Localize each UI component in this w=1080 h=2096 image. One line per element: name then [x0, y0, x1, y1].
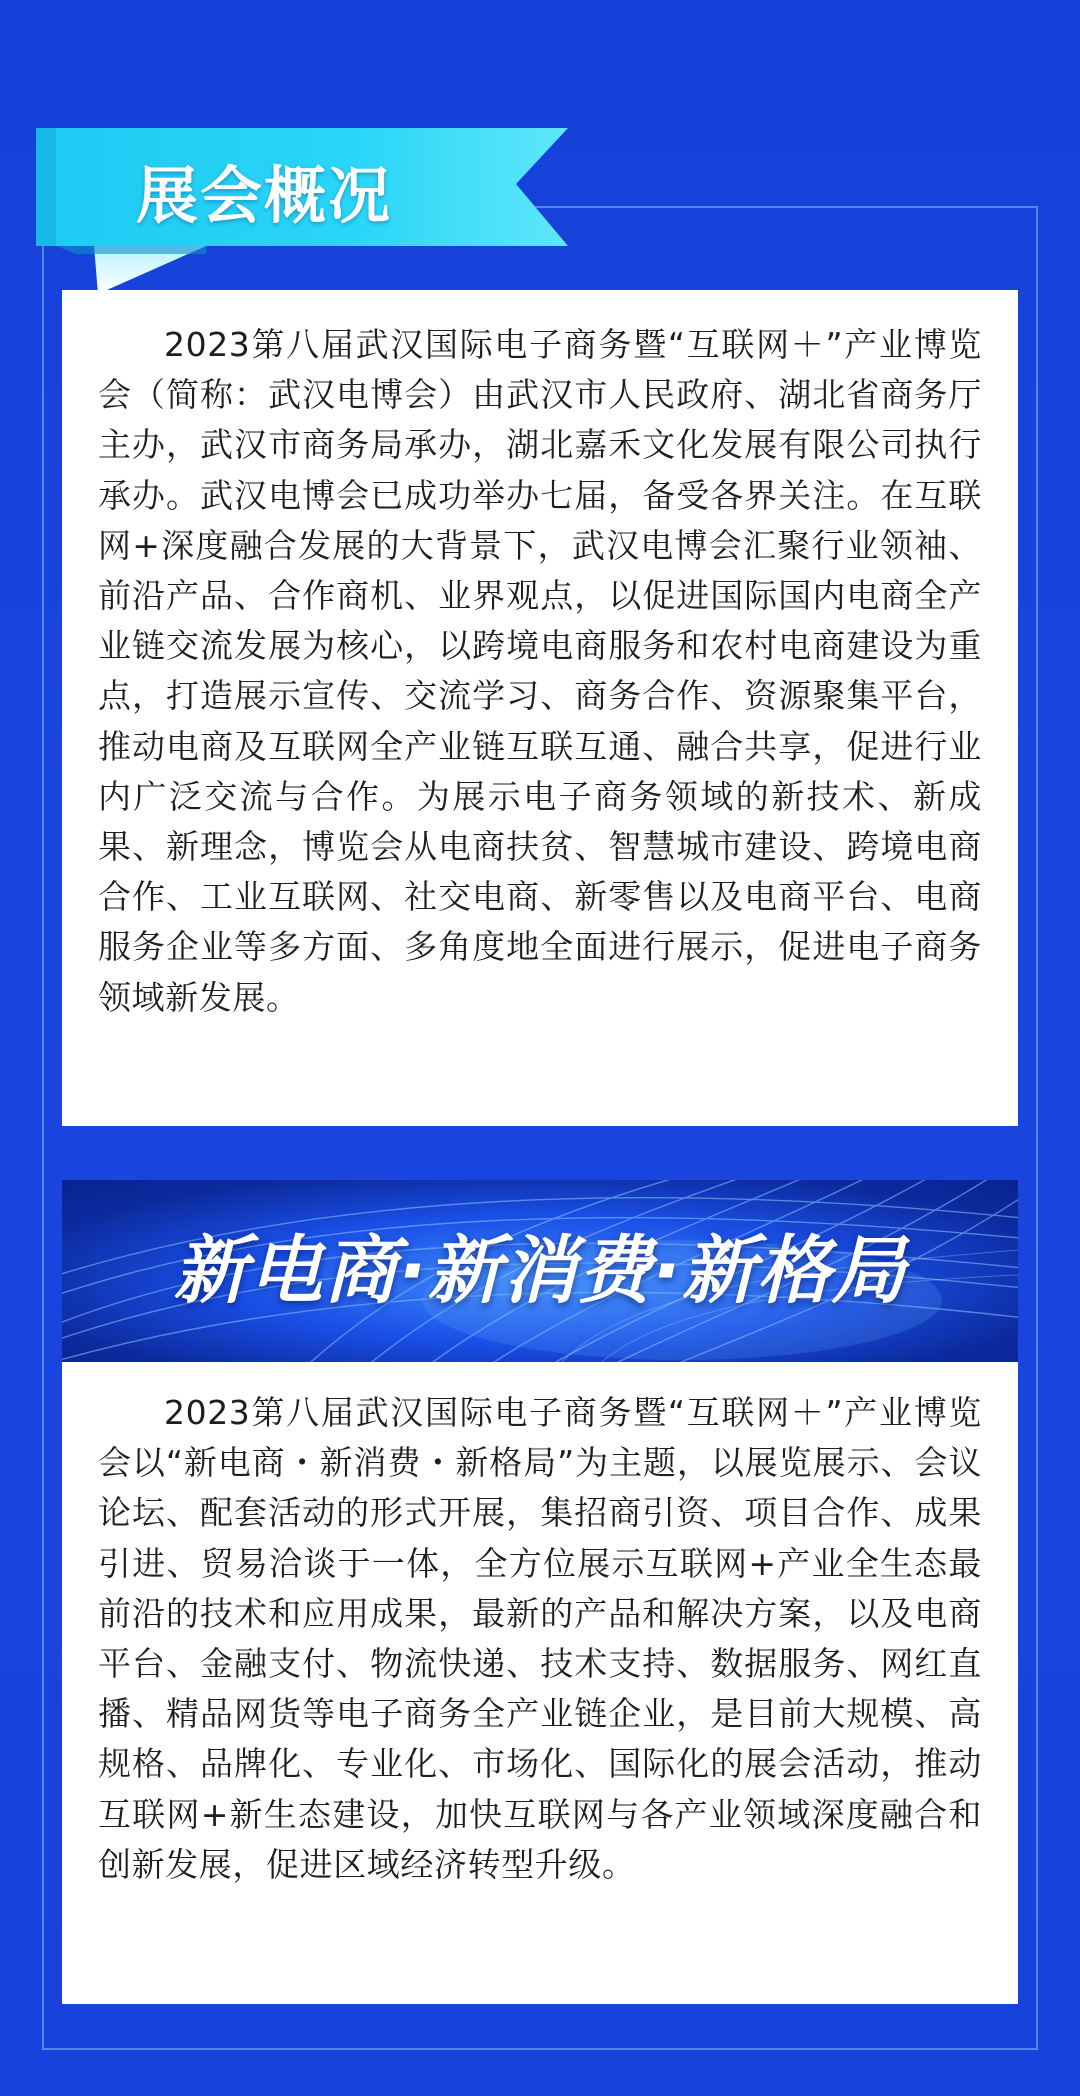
theme-text: 2023第八届武汉国际电子商务暨“互联网＋”产业博览会以“新电商・新消费・新格局”为主题，以展览展示、会议论坛、配套活动的形式开展，集招商引资、项目合作、成果引进、贸易洽谈于一体，全方位展示互联网+产业全生态最前沿的技术和应用成果，最新的产品和解决方案，以及电商平台、金融支付、物流快递、技术支持、数据服务、网红直播、精品网货等电子商务全产业链企业，是目前大规模、高规格、品牌化、专业化、市场化、国际化的展会活动，推动互联网+新生态建设，加快互联网与各产业领域深度融合和创新发展，促进区域经济转型升级。 — [98, 1393, 982, 1884]
overview-text: 2023第八届武汉国际电子商务暨“互联网＋”产业博览会（简称：武汉电博会）由武汉市人民政府、湖北省商务厅主办，武汉市商务局承办，湖北嘉禾文化发展有限公司执行承办。武汉电博会已成功举办七届，备受各界关注。在互联网+深度融合发展的大背景下，武汉电博会汇聚行业领袖、前沿产品、合作商机、业界观点，以促进国际国内电商全产业链交流发展为核心，以跨境电商服务和农村电商建设为重点，打造展示宣传、交流学习、商务合作、资源聚集平台，推动电商及互联网全产业链互联互通、融合共享，促进行业内广泛交流与合作。为展示电子商务领域的新技术、新成果、新理念，博览会从电商扶贫、智慧城市建设、跨境电商合作、工业互联网、社交电商、新零售以及电商平台、电商服务企业等多方面、多角度地全面进行展示，促进电子商务领域新发展。 — [98, 325, 982, 1017]
overview-panel — [62, 290, 1018, 1126]
section-title: 展会概况 — [136, 159, 393, 232]
theme-banner — [62, 1180, 1018, 1362]
theme-panel — [62, 1362, 1018, 2004]
section-ribbon — [36, 128, 576, 298]
banner-title: 新电商·新消费·新格局 — [173, 1228, 907, 1314]
